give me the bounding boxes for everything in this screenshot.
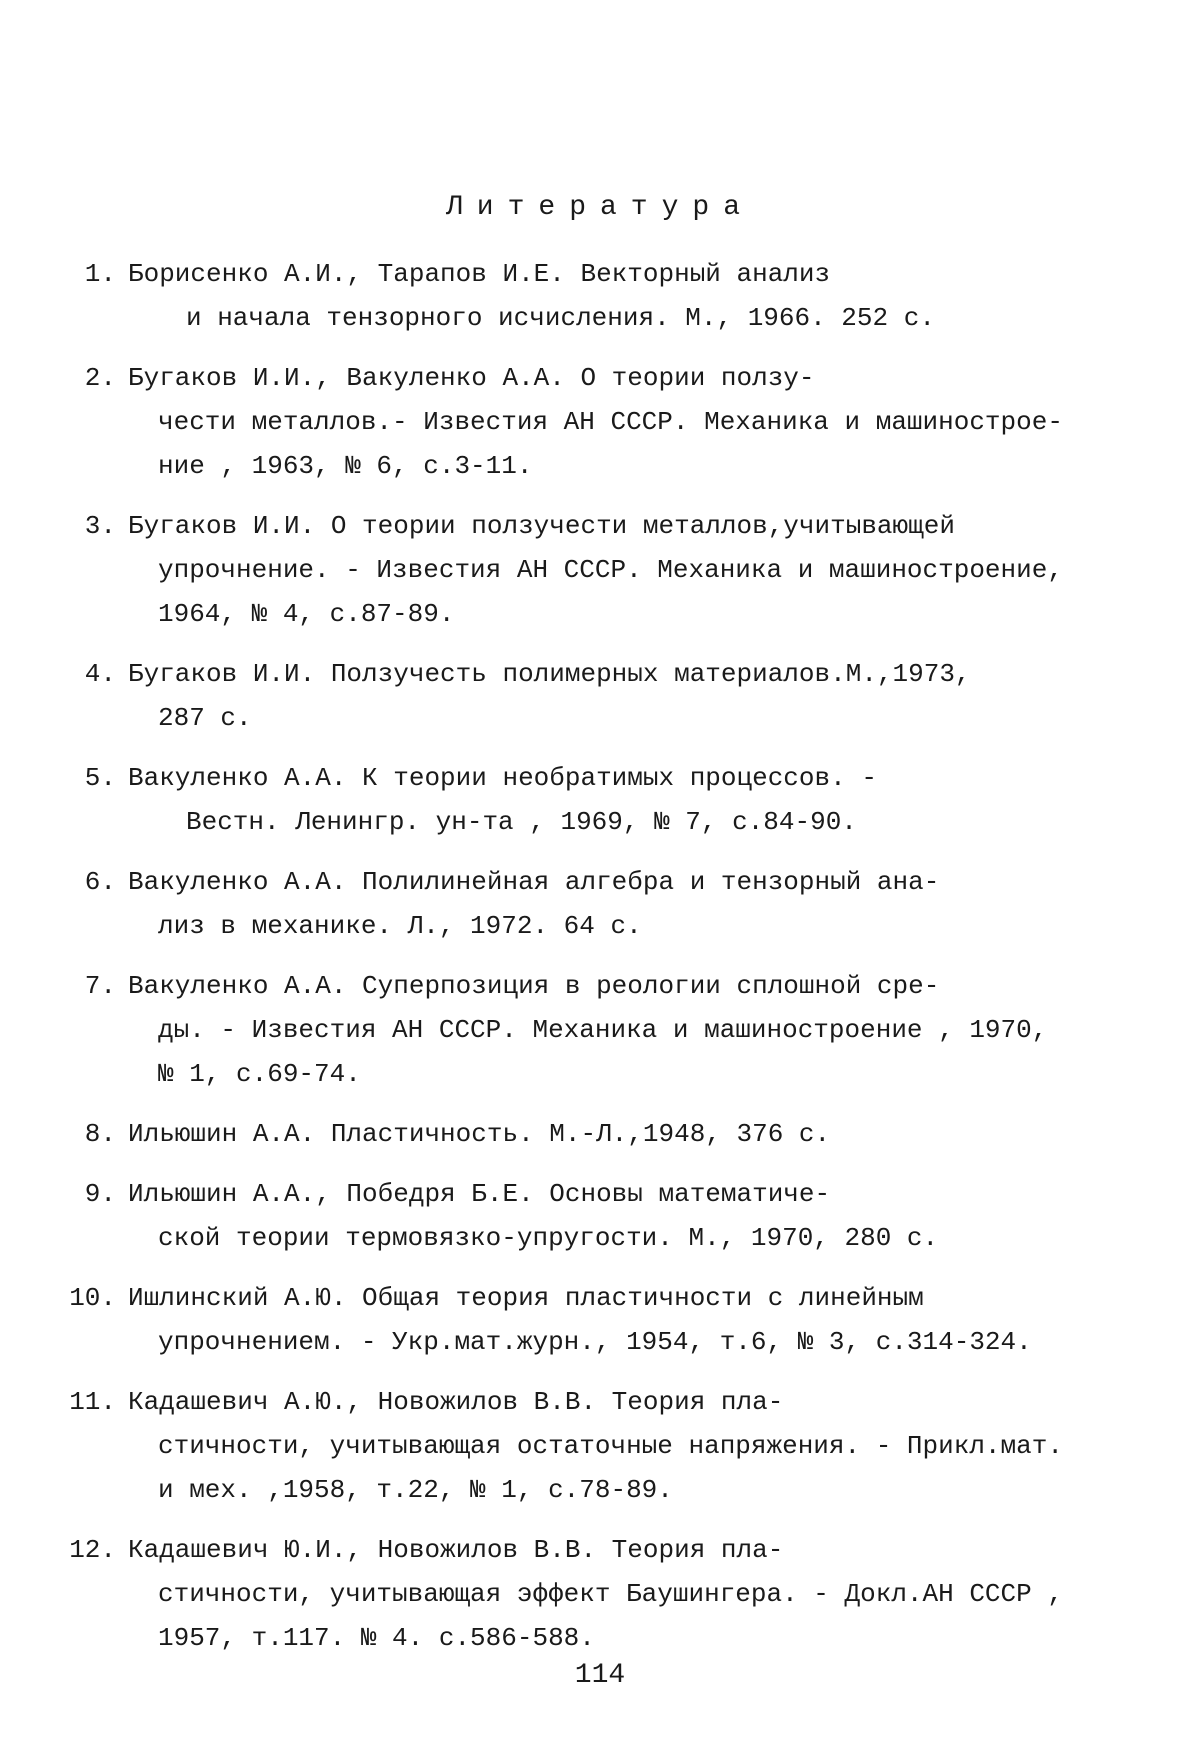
reference-item	[40, 1528, 1160, 1660]
reference-line: ской теории термовязко-упругости. М., 1970, 280 с.	[158, 1223, 939, 1253]
reference-line: Бугаков И.И. Ползучесть полимерных материалов.М.,1973,	[128, 659, 971, 689]
reference-line: лиз в механике. Л., 1972. 64 с.	[158, 911, 642, 941]
reference-number: 10.	[69, 1283, 116, 1313]
reference-item	[40, 860, 1160, 948]
reference-item	[40, 356, 1160, 488]
reference-item	[40, 1172, 1160, 1260]
reference-line: чести металлов.- Известия АН СССР. Механика и машинострое-	[158, 407, 1063, 437]
reference-line: Кадашевич Ю.И., Новожилов В.В. Теория пла-	[128, 1535, 784, 1565]
reference-line: Борисенко А.И., Тарапов И.Е. Векторный анализ	[128, 259, 831, 289]
reference-line: Вакуленко А.А. К теории необратимых процессов. -	[128, 763, 877, 793]
reference-line: Вакуленко А.А. Суперпозиция в реологии сплошной сре-	[128, 971, 940, 1001]
reference-line: 1957, т.117. № 4. с.586-588.	[158, 1623, 595, 1653]
reference-line: упрочнением. - Укр.мат.журн., 1954, т.6, № 3, с.314-324.	[158, 1327, 1032, 1357]
reference-number: 5.	[84, 763, 116, 793]
reference-line: ды. - Известия АН СССР. Механика и машиностроение , 1970,	[158, 1015, 1048, 1045]
reference-item	[40, 1380, 1160, 1512]
reference-number: 1.	[84, 259, 116, 289]
reference-line: и мех. ,1958, т.22, № 1, с.78-89.	[158, 1475, 673, 1505]
reference-line: 1964, № 4, с.87-89.	[158, 599, 455, 629]
page-title: Литература	[445, 192, 755, 223]
reference-number: 9.	[84, 1179, 116, 1209]
reference-number: 11.	[69, 1387, 116, 1417]
reference-number: 4.	[84, 659, 116, 689]
reference-line: Ишлинский А.Ю. Общая теория пластичности с линейным	[128, 1283, 924, 1313]
reference-line: стичности, учитывающая остаточные напряжения. - Прикл.мат.	[158, 1431, 1063, 1461]
reference-item	[40, 964, 1160, 1096]
reference-line: № 1, с.69-74.	[158, 1059, 361, 1089]
reference-number: 3.	[84, 511, 116, 541]
reference-list	[40, 252, 1160, 1676]
reference-line: Вакуленко А.А. Полилинейная алгебра и тензорный ана-	[128, 867, 940, 897]
reference-item	[40, 1276, 1160, 1364]
page-number: 114	[574, 1660, 626, 1691]
reference-line: и начала тензорного исчисления. М., 1966. 252 с.	[186, 303, 935, 333]
reference-line: Ильюшин А.А., Победря Б.Е. Основы математиче-	[128, 1179, 831, 1209]
reference-line: Бугаков И.И., Вакуленко А.А. О теории ползу-	[128, 363, 815, 393]
reference-item	[40, 1112, 1160, 1156]
reference-number: 7.	[84, 971, 116, 1001]
reference-number: 2.	[84, 363, 116, 393]
reference-item	[40, 252, 1160, 340]
reference-line: упрочнение. - Известия АН СССР. Механика и машиностроение,	[158, 555, 1063, 585]
reference-number: 8.	[84, 1119, 116, 1149]
reference-item	[40, 756, 1160, 844]
reference-line: Бугаков И.И. О теории ползучести металлов,учитывающей	[128, 511, 955, 541]
reference-number: 6.	[84, 867, 116, 897]
reference-line: стичности, учитывающая эффект Баушингера. - Докл.АН СССР ,	[158, 1579, 1063, 1609]
reference-line: Вестн. Ленингр. ун-та , 1969, № 7, с.84-90.	[186, 807, 857, 837]
reference-item	[40, 652, 1160, 740]
reference-line: 287 с.	[158, 703, 252, 733]
reference-line: Ильюшин А.А. Пластичность. М.-Л.,1948, 376 с.	[128, 1119, 831, 1149]
reference-item	[40, 504, 1160, 636]
reference-number: 12.	[69, 1535, 116, 1565]
reference-line: Кадашевич А.Ю., Новожилов В.В. Теория пла-	[128, 1387, 784, 1417]
reference-line: ние , 1963, № 6, с.3-11.	[158, 451, 533, 481]
